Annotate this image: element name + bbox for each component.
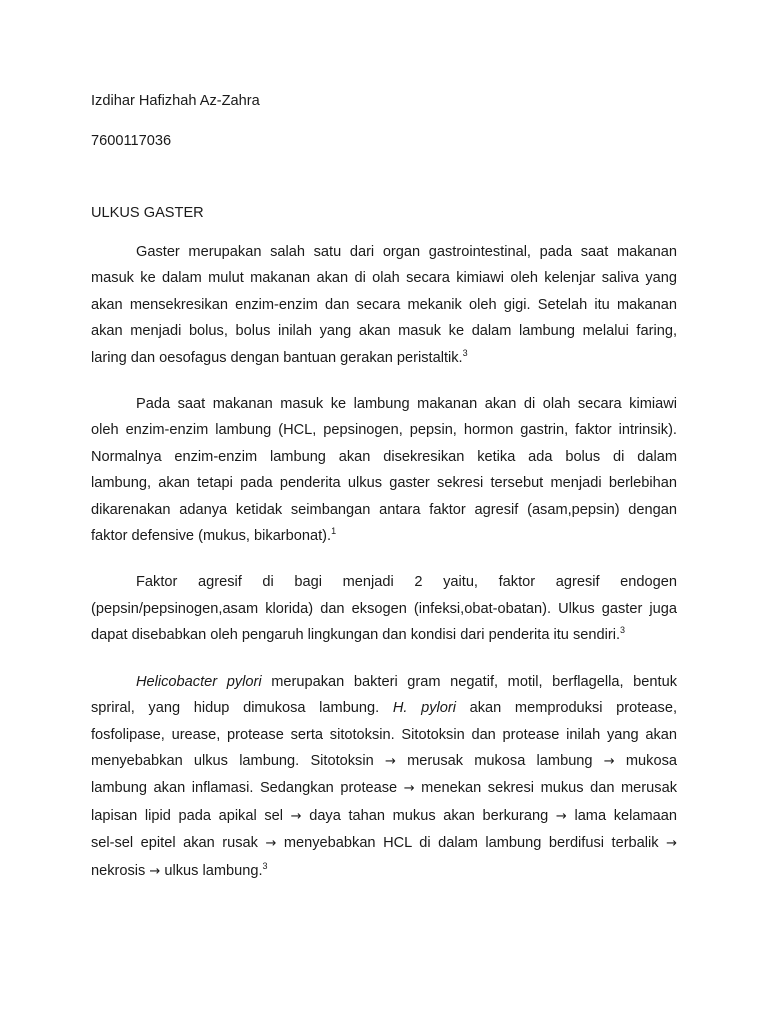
p3-line-3	[91, 622, 677, 648]
paragraph-2	[91, 391, 677, 549]
p4-line-5-b: menekan sekresi mukus dan merusak	[414, 780, 677, 797]
p3-reference: 3	[620, 625, 626, 636]
arrow-icon: →	[384, 753, 396, 769]
arrow-icon: →	[290, 808, 302, 824]
p4-line-4-a: menyebabkan ulkus lambung. Sitotoksin	[91, 752, 385, 769]
p1-line-3: akan mensekresikan enzim-enzim dan secara mekanik oleh gigi. Setelah itu makanan	[91, 296, 677, 313]
p4-line-6-a: lapisan lipid pada apikal sel	[91, 807, 291, 824]
p4-line-6-b: daya tahan mukus akan berkurang	[301, 807, 556, 824]
p4-line-8-b: ulkus lambung.	[160, 862, 263, 879]
arrow-icon: →	[149, 863, 161, 879]
arrow-icon: →	[603, 753, 615, 769]
p1-line-1: Gaster merupakan salah satu dari organ gastrointestinal, pada saat makanan	[136, 244, 677, 260]
p4-line-2-b: akan memproduksi protease,	[455, 700, 677, 717]
p4-reference: 3	[262, 860, 268, 871]
p4-line-6	[91, 803, 677, 830]
p3-line-2: (pepsin/pepsinogen,asam klorida) dan eksogen (infeksi,obat-obatan). Ulkus gaster juga	[91, 600, 677, 617]
p1-line-5	[91, 345, 677, 371]
p4-line-6-c: lama kelamaan	[566, 807, 677, 824]
p4-line-7	[91, 830, 677, 857]
p4-line-5-a: lambung akan inflamasi. Sedangkan protease	[91, 780, 404, 797]
p3-line-3-text: dapat disebabkan oleh pengaruh lingkungan dan kondisi dari penderita itu sendiri.	[91, 627, 621, 644]
p3-line-1: Faktor agresif di bagi menjadi 2 yaitu, faktor agresif endogen	[136, 574, 677, 591]
p4-line-1-text: merupakan bakteri gram negatif, motil, berflagella, bentuk	[261, 673, 677, 690]
p2-line-2: oleh enzim-enzim lambung (HCL, pepsinogen, pepsin, hormon gastrin, faktor intrinsik).	[91, 422, 677, 439]
arrow-icon: →	[265, 836, 277, 852]
p4-line-2-a: spriral, yang hidup dimukosa lambung.	[91, 700, 393, 717]
p4-line-7-a: sel-sel epitel akan rusak	[91, 835, 266, 852]
p2-line-5: dikarenakan adanya ketidak seimbangan antara faktor agresif (asam,pepsin) dengan	[91, 501, 677, 518]
p2-line-3: Normalnya enzim-enzim lambung akan disekresikan ketika ada bolus di dalam	[91, 448, 677, 465]
p4-line-4-b: merusak mukosa lambung	[395, 752, 604, 769]
p2-line-1: Pada saat makanan masuk ke lambung makanan akan di olah secara kimiawi	[136, 396, 677, 413]
p4-line-2	[91, 695, 677, 721]
p1-line-4: akan menjadi bolus, bolus inilah yang akan masuk ke dalam lambung melalui faring,	[91, 323, 677, 340]
p4-line-1	[91, 669, 677, 695]
paragraph-1	[91, 239, 677, 371]
species-abbrev: H. pylori	[392, 700, 456, 717]
document-title: ULKUS GASTER	[91, 205, 204, 221]
p1-line-2: masuk ke dalam mulut makanan akan di olah secara kimiawi oleh kelenjar saliva yang	[91, 270, 677, 287]
p4-line-3: fosfolipase, urease, protease serta sitotoksin. Sitotoksin dan protease inilah yang akan	[91, 726, 677, 743]
p2-line-6	[91, 523, 677, 549]
p4-line-5	[91, 775, 677, 802]
p2-reference: 1	[331, 526, 337, 537]
p4-line-8-a: nekrosis	[91, 862, 150, 879]
arrow-icon: →	[666, 836, 677, 852]
p2-line-4: lambung, akan tetapi pada penderita ulkus gaster sekresi tersebut menjadi berlebihan	[91, 475, 677, 492]
p1-reference: 3	[462, 347, 468, 358]
p4-line-4	[91, 748, 677, 775]
p2-line-6-text: faktor defensive (mukus, bikarbonat).	[91, 528, 332, 545]
author-name: Izdihar Hafizhah Az-Zahra	[91, 93, 260, 109]
species-name: Helicobacter pylori	[136, 673, 262, 690]
paragraph-4	[91, 669, 677, 885]
arrow-icon: →	[555, 808, 567, 824]
p4-line-8	[91, 858, 677, 885]
p1-line-5-text: laring dan oesofagus dengan bantuan gerakan peristaltik.	[91, 349, 463, 366]
p4-line-4-c: mukosa	[614, 752, 677, 769]
student-id: 7600117036	[91, 133, 172, 149]
paragraph-3	[91, 569, 677, 648]
arrow-icon: →	[403, 781, 415, 797]
p4-line-7-b: menyebabkan HCL di dalam lambung berdifusi terbalik	[276, 835, 667, 852]
